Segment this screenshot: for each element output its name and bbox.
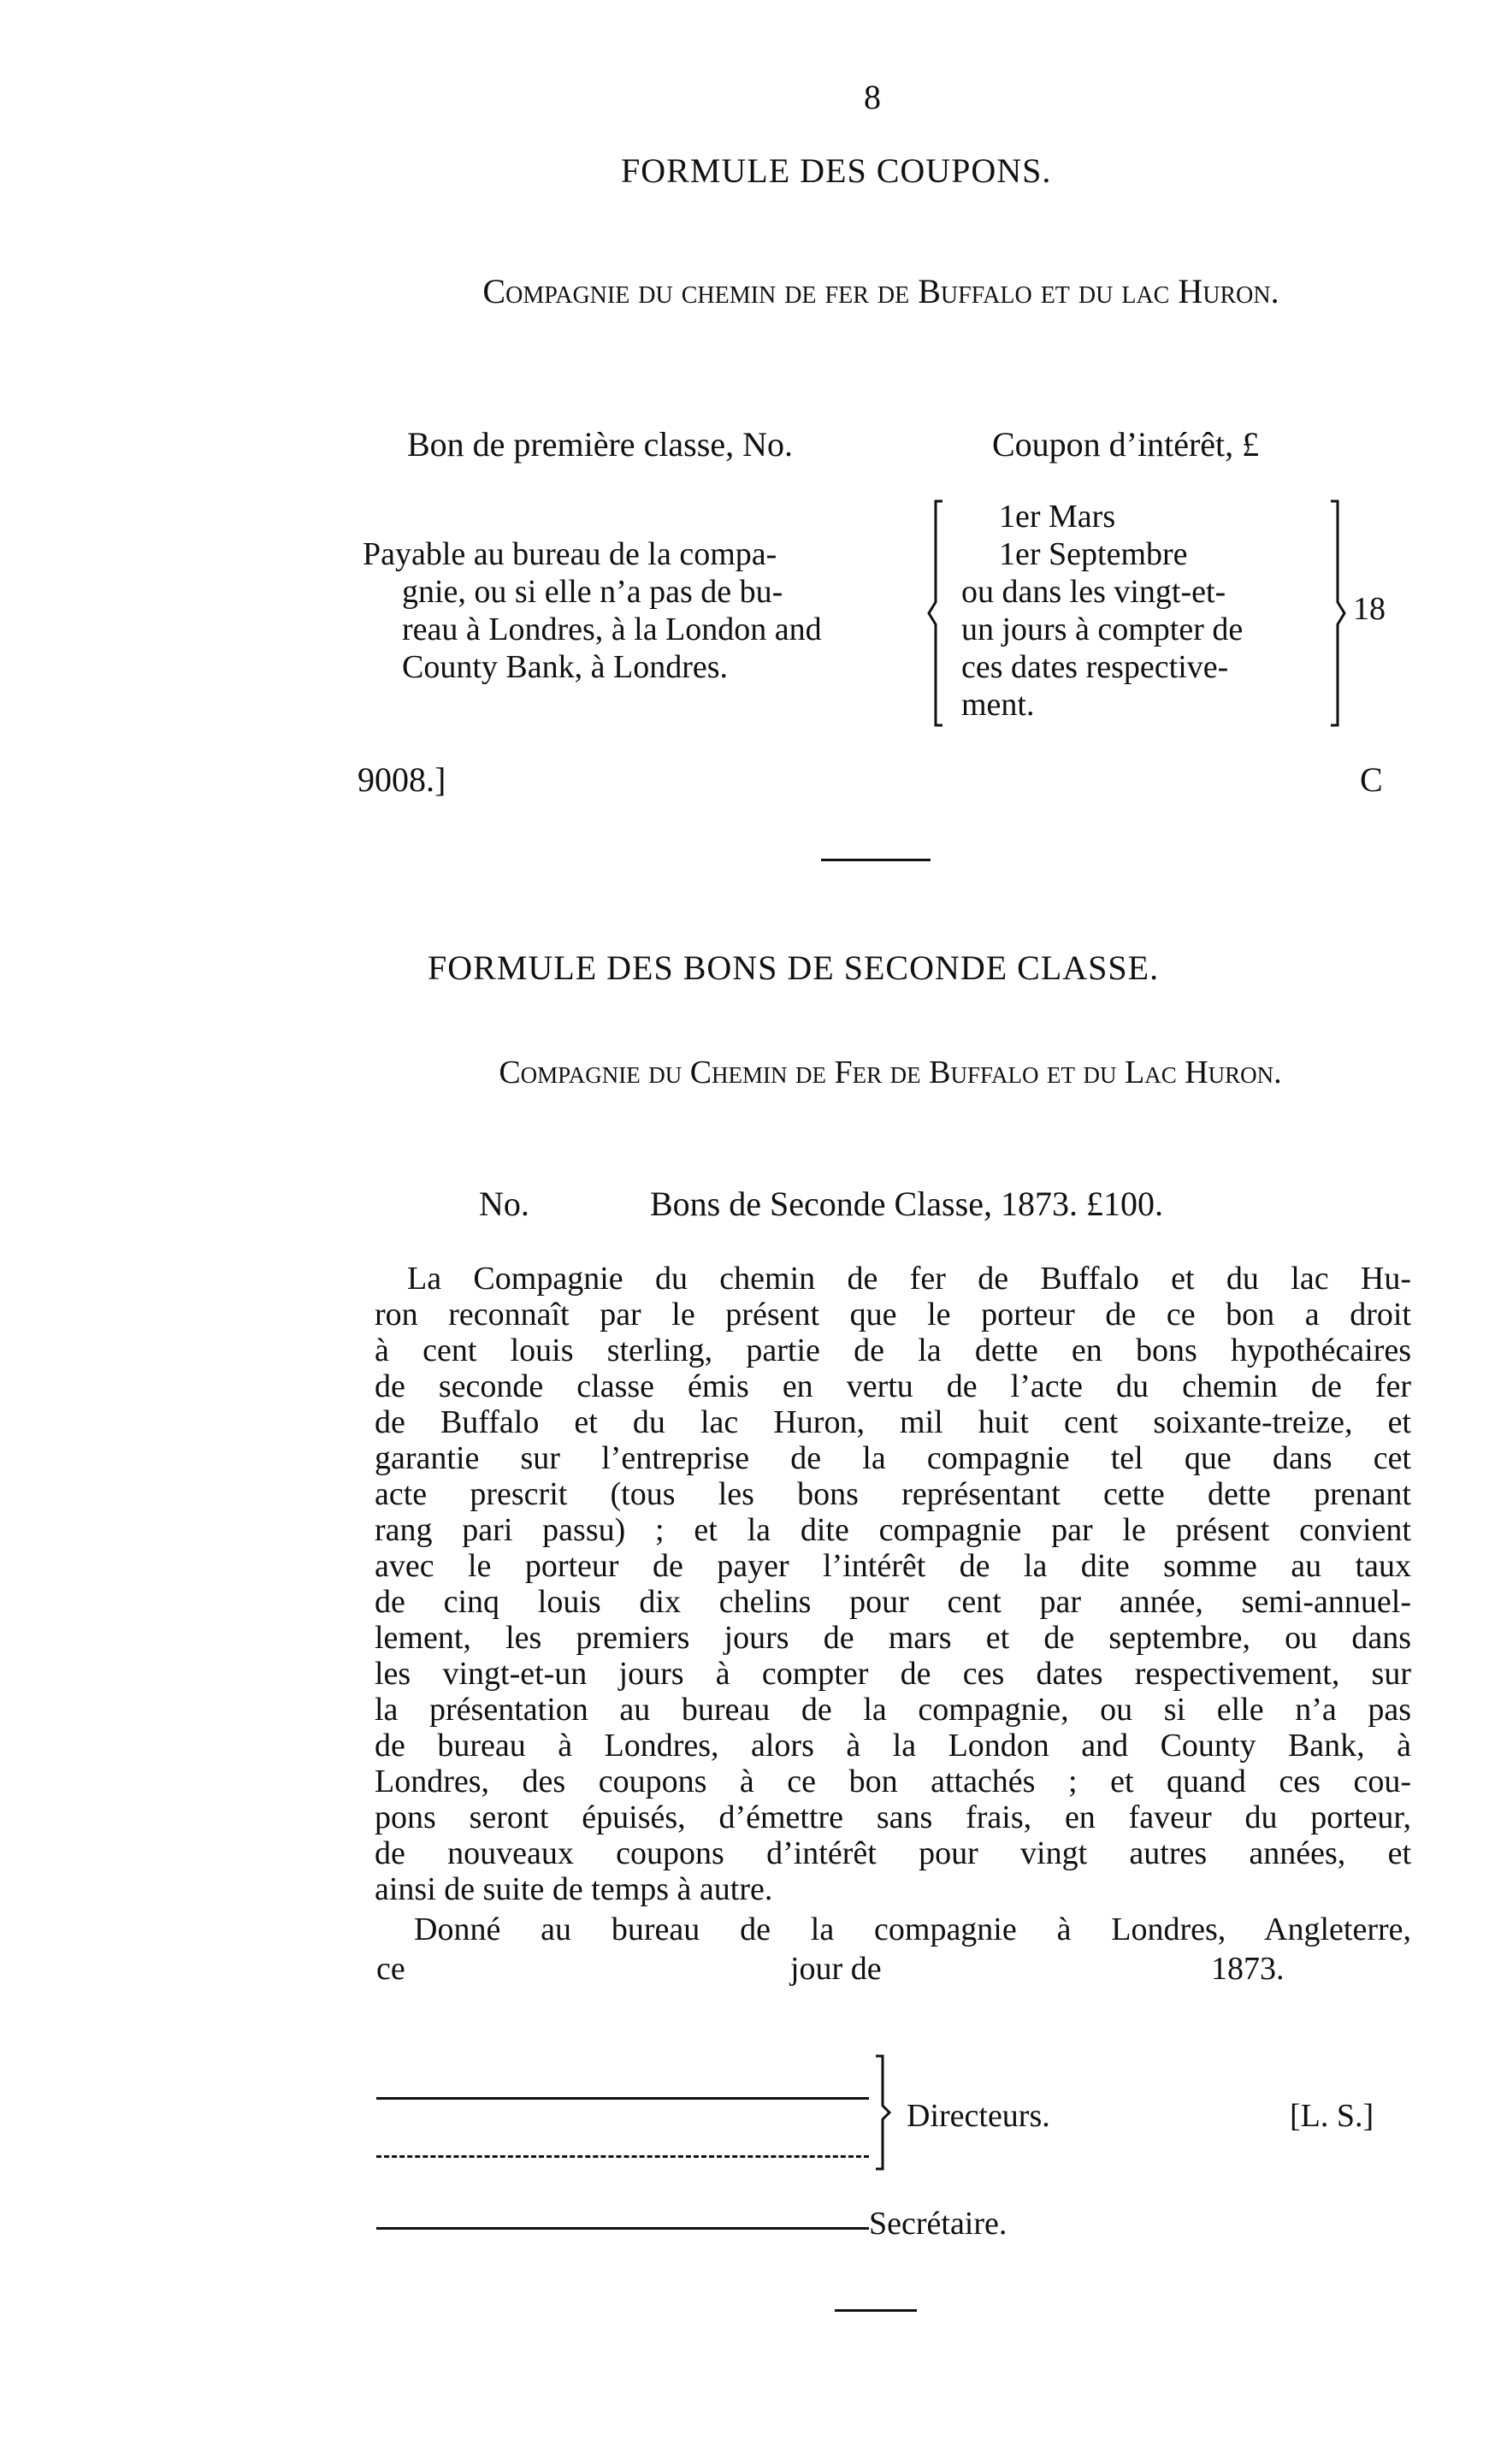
director-signature-line-2[interactable]	[376, 2155, 869, 2158]
body-line-18: ainsi de suite de temps à autre.	[375, 1871, 773, 1907]
print-code: 9008.]	[358, 760, 446, 799]
body-line-4: de seconde classe émis en vertu de l’acte du chemin de fer	[375, 1368, 1411, 1404]
body-line-5: de Buffalo et du lac Huron, mil huit cent soixante-treize, et	[375, 1404, 1411, 1440]
coupons-company-name: Compagnie du chemin de fer de Buffalo et du lac Huron.	[482, 272, 1279, 310]
secretary-signature-line[interactable]	[376, 2227, 869, 2230]
dates-line-2: 1er Septembre	[999, 536, 1188, 572]
directors-label: Directeurs.	[907, 2098, 1050, 2134]
separator-rule	[821, 859, 931, 861]
payable-line-2: gnie, ou si elle n’a pas de bu-	[402, 574, 783, 610]
letter-mark: C	[1360, 760, 1383, 799]
given-at-line: Donné au bureau de la compagnie à Londres, Angleterre,	[414, 1912, 1411, 1947]
bond-title: Bons de Seconde Classe, 1873. £100.	[650, 1185, 1163, 1223]
payable-line-4: County Bank, à Londres.	[402, 649, 729, 685]
body-line-15: Londres, des coupons à ce bon attachés ; et quand ces cou-	[375, 1764, 1411, 1799]
dates-right-brace	[1324, 498, 1350, 729]
year-suffix: 18	[1353, 591, 1386, 627]
seal-label: [L. S.]	[1290, 2098, 1374, 2134]
body-line-1: La Compagnie du chemin de fer de Buffalo et du lac Hu-	[407, 1261, 1411, 1297]
dates-left-brace	[924, 498, 949, 729]
body-line-16: pons seront épuisés, d’émettre sans frais, en faveur du porteur,	[375, 1799, 1411, 1835]
payable-line-1: Payable au bureau de la compa-	[363, 536, 777, 572]
body-line-7: acte prescrit (tous les bons représentant cette dette prenant	[375, 1476, 1411, 1512]
body-line-6: garantie sur l’entreprise de la compagnie tel que dans cet	[375, 1440, 1411, 1476]
coupon-interest-label: Coupon d’intérêt, £	[992, 425, 1260, 464]
body-line-10: de cinq louis dix chelins pour cent par année, semi-annuel-	[375, 1584, 1411, 1620]
date-ce: ce	[376, 1951, 405, 1987]
dates-line-3: ou dans les vingt-et-	[961, 574, 1226, 610]
body-line-9: avec le porteur de payer l’intérêt de la dite somme au taux	[375, 1548, 1411, 1584]
body-line-13: la présentation au bureau de la compagnie, ou si elle n’a pas	[375, 1692, 1411, 1728]
payable-line-3: reau à Londres, à la London and	[402, 612, 822, 647]
second-class-company-name: Compagnie du Chemin de Fer de Buffalo et du Lac Huron.	[499, 1055, 1282, 1090]
body-line-3: à cent louis sterling, partie de la dette en bons hypothécaires	[375, 1332, 1411, 1368]
body-line-17: de nouveaux coupons d’intérêt pour vingt autres années, et	[375, 1835, 1411, 1871]
dates-line-5: ces dates respective-	[961, 649, 1229, 685]
date-year: 1873.	[1211, 1951, 1285, 1987]
body-line-12: les vingt-et-un jours à compter de ces dates respectivement, sur	[375, 1656, 1411, 1692]
body-line-11: lement, les premiers jours de mars et de septembre, ou dans	[375, 1620, 1411, 1656]
dates-line-1: 1er Mars	[999, 499, 1116, 535]
bond-class-label: Bon de première classe, No.	[407, 425, 793, 464]
body-line-2: ron reconnaît par le présent que le porteur de ce bon a droit	[375, 1297, 1411, 1332]
bond-number-label: No.	[479, 1185, 529, 1223]
director-signature-line-1[interactable]	[376, 2097, 869, 2100]
closing-rule	[835, 2309, 917, 2312]
page-number: 8	[864, 78, 881, 116]
dates-line-4: un jours à compter de	[961, 612, 1244, 647]
coupons-heading: FORMULE DES COUPONS.	[621, 151, 1052, 190]
secretary-label: Secrétaire.	[869, 2206, 1008, 2242]
directors-brace	[871, 2053, 896, 2172]
dates-line-6: ment.	[961, 687, 1035, 723]
body-line-8: rang pari passu) ; et la dite compagnie par le présent convient	[375, 1512, 1411, 1548]
second-class-heading: FORMULE DES BONS DE SECONDE CLASSE.	[428, 948, 1160, 987]
body-line-14: de bureau à Londres, alors à la London and County Bank, à	[375, 1728, 1411, 1764]
date-jour-de: jour de	[790, 1951, 882, 1987]
